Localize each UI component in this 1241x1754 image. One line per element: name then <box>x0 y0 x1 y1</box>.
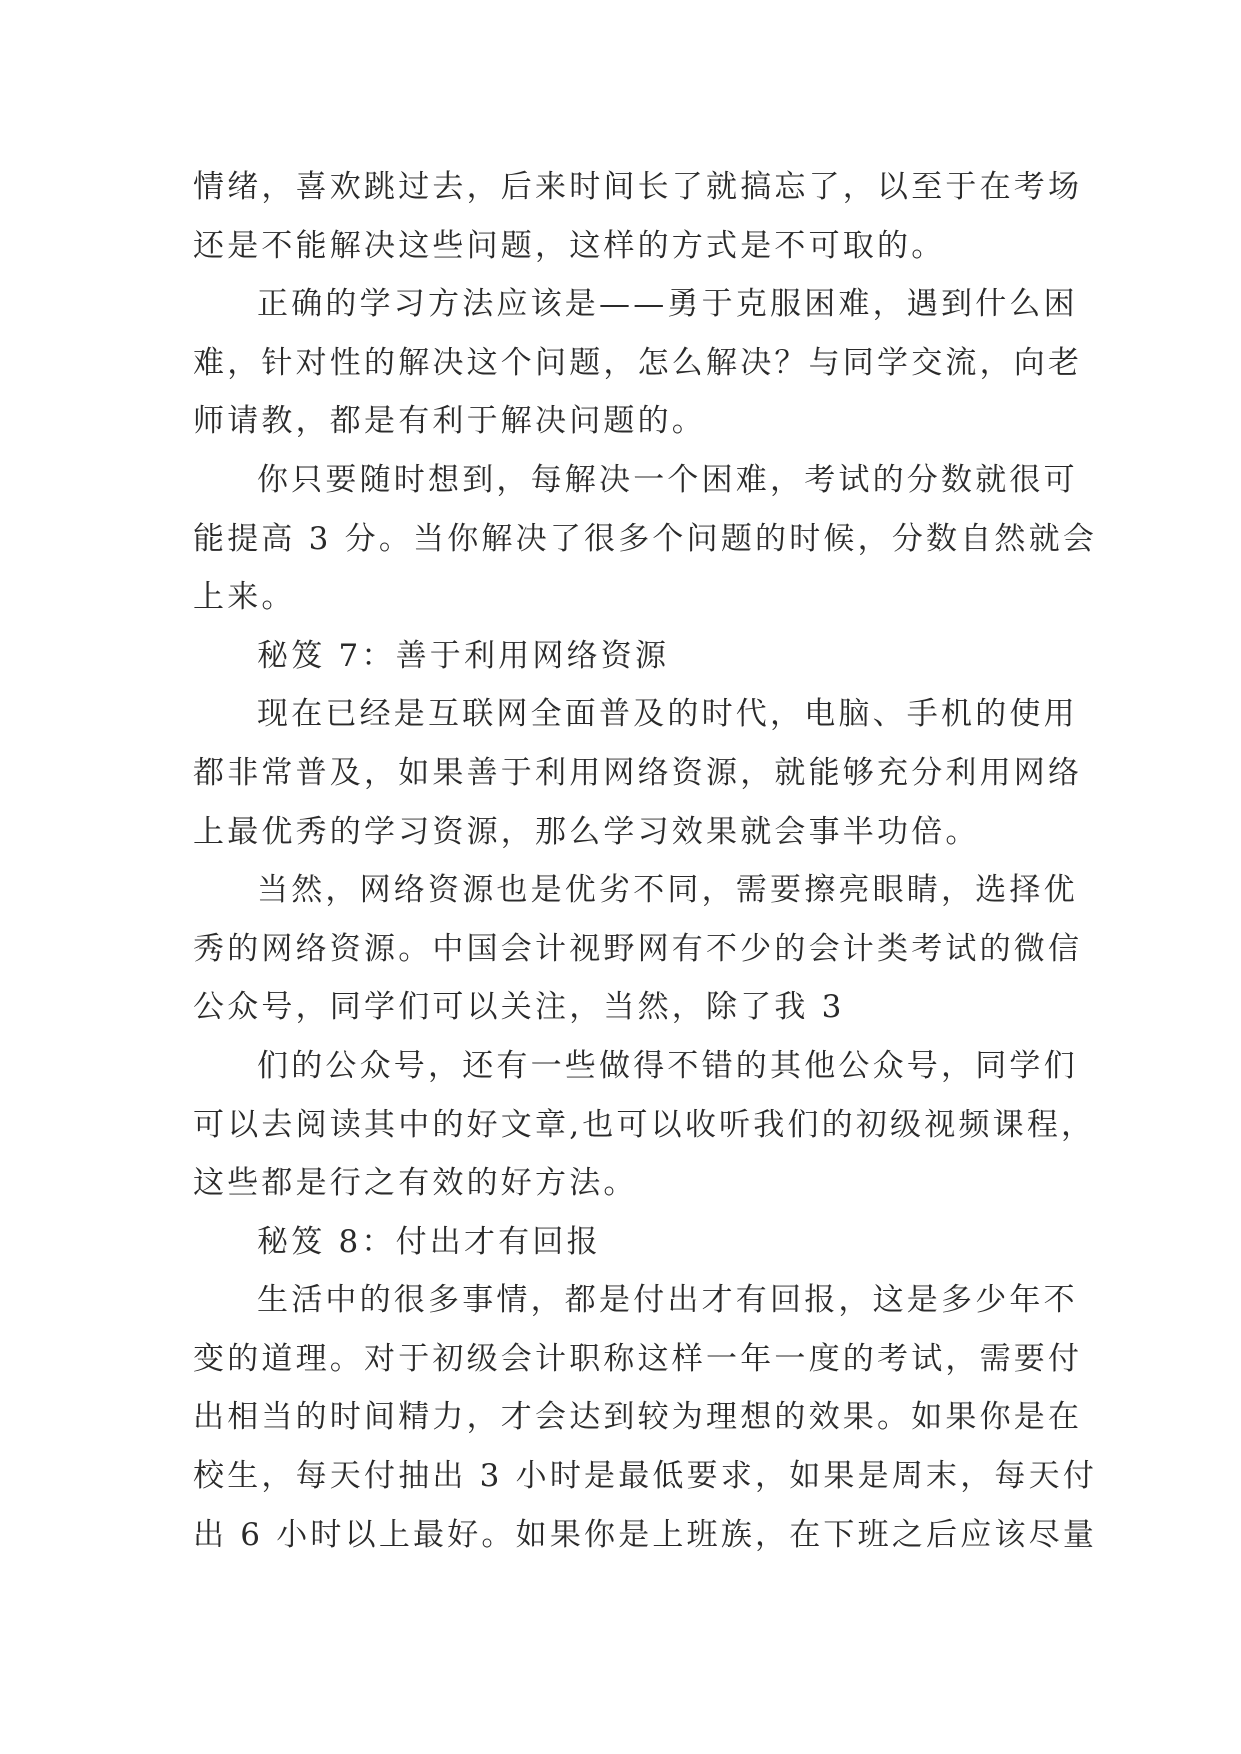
text-line: 生活中的很多事情，都是付出才有回报，这是多少年不 <box>257 1282 1078 1319</box>
text-line: 上来。 <box>193 579 296 616</box>
text-line: 都非常普及，如果善于利用网络资源，就能够充分利用网络 <box>193 754 1083 791</box>
text-line: 这些都是行之有效的好方法。 <box>193 1165 638 1202</box>
text-line: 出相当的时间精力，才会达到较为理想的效果。如果你是在 <box>193 1399 1083 1436</box>
text-line: 能提高 3 分。当你解决了很多个问题的时候，分数自然就会 <box>193 520 1098 557</box>
section-heading: 秘笈 8：付出才有回报 <box>257 1223 601 1260</box>
text-line: 校生，每天付抽出 3 小时是最低要求，如果是周末，每天付 <box>193 1458 1098 1495</box>
text-line: 上最优秀的学习资源，那么学习效果就会事半功倍。 <box>193 813 980 850</box>
text-line: 你只要随时想到，每解决一个困难，考试的分数就很可 <box>257 461 1078 498</box>
text-line: 当然，网络资源也是优劣不同，需要擦亮眼睛，选择优 <box>257 872 1078 909</box>
text-line: 正确的学习方法应该是——勇于克服困难，遇到什么困 <box>257 286 1078 323</box>
document-body <box>193 158 1098 1564</box>
section-heading: 秘笈 7：善于利用网络资源 <box>257 637 670 674</box>
text-line: 师请教，都是有利于解决问题的。 <box>193 403 706 440</box>
text-line: 情绪，喜欢跳过去，后来时间长了就搞忘了，以至于在考场 <box>193 169 1083 205</box>
text-line: 们的公众号，还有一些做得不错的其他公众号，同学们 <box>257 1047 1078 1084</box>
text-line: 变的道理。对于初级会计职称这样一年一度的考试，需要付 <box>193 1340 1083 1377</box>
text-line: 可以去阅读其中的好文章,也可以收听我们的初级视频课程， <box>193 1106 1096 1143</box>
text-line: 秀的网络资源。中国会计视野网有不少的会计类考试的微信 <box>193 930 1083 967</box>
text-line: 难，针对性的解决这个问题，怎么解决？与同学交流，向老 <box>193 344 1083 381</box>
text-line: 出 6 小时以上最好。如果你是上班族，在下班之后应该尽量 <box>193 1516 1098 1553</box>
text-line: 现在已经是互联网全面普及的时代，电脑、手机的使用 <box>257 696 1078 733</box>
text-line: 公众号，同学们可以关注，当然，除了我 3 <box>193 989 845 1026</box>
text-line: 还是不能解决这些问题，这样的方式是不可取的。 <box>193 227 946 264</box>
